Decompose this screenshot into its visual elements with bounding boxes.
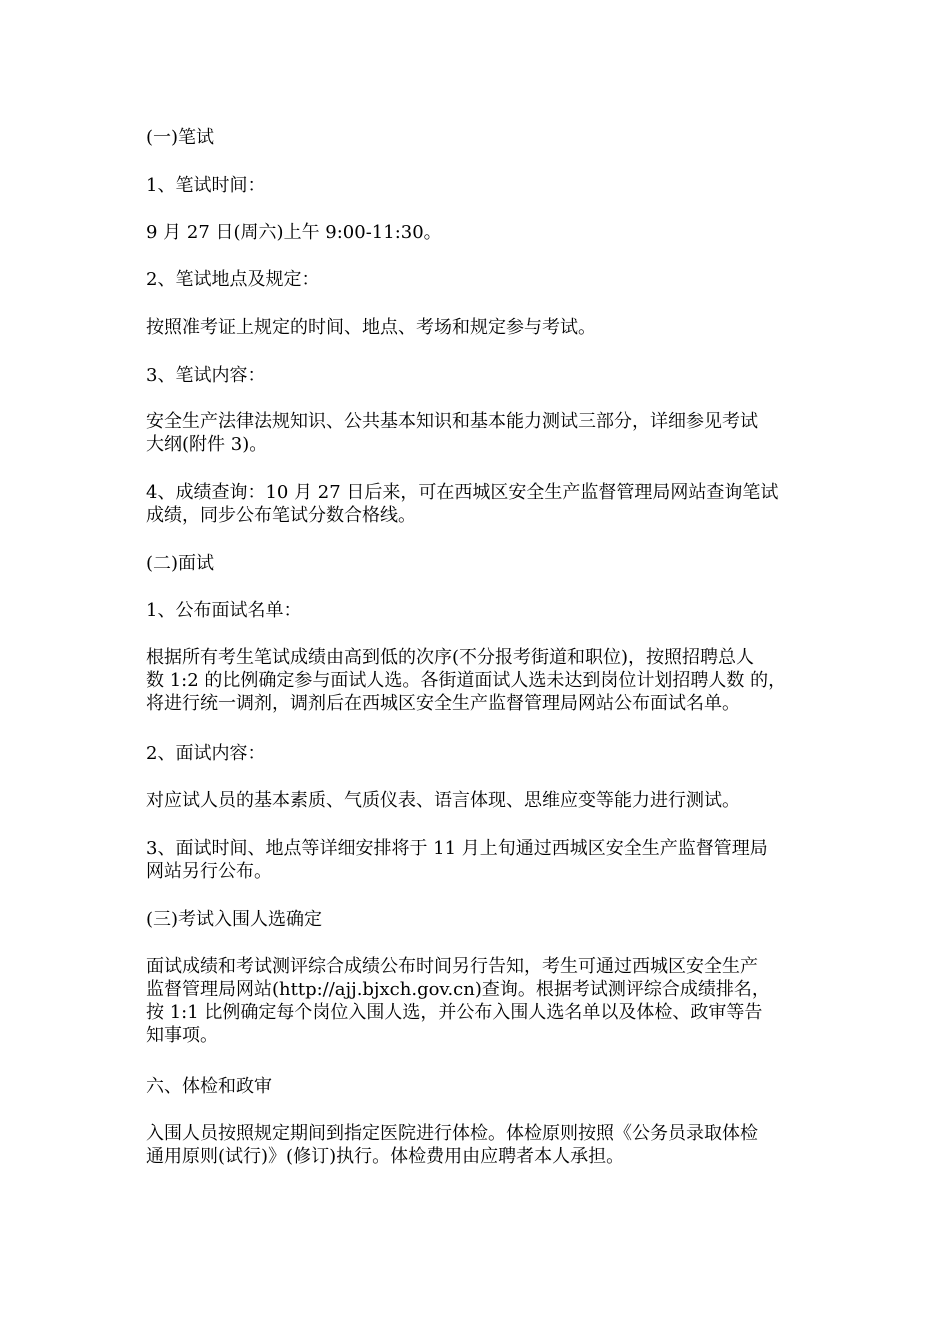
medical-exam-text	[146, 1122, 811, 1168]
text-line: 大纲(附件 3)。	[146, 434, 268, 455]
text-line: 3、面试时间、地点等详细安排将于 11 月上旬通过西城区安全生产监督管理局	[146, 838, 768, 859]
heading-finalists	[146, 908, 811, 931]
interview-schedule-text	[146, 837, 811, 883]
item-interview-content-label	[146, 742, 811, 765]
text-line: 数 1:2 的比例确定参与面试人选。各街道面试人选未达到岗位计划招聘人数 的，	[146, 670, 787, 691]
text-line: 面试成绩和考试测评综合成绩公布时间另行告知，考生可通过西城区安全生产	[146, 956, 758, 977]
interview-content-text	[146, 789, 811, 812]
heading-written-exam	[146, 126, 811, 149]
text-line: 2、笔试地点及规定：	[146, 269, 320, 290]
text-line: 1、笔试时间：	[146, 175, 266, 196]
text-line: 将进行统一调剂，调剂后在西城区安全生产监督管理局网站公布面试名单。	[146, 693, 740, 714]
heading-interview	[146, 552, 811, 575]
text-line: 按照准考证上规定的时间、地点、考场和规定参与考试。	[146, 317, 596, 338]
heading-medical-political-review	[146, 1075, 811, 1098]
exam-time-value	[146, 221, 811, 244]
text-line: 4、成绩查询：10 月 27 日后来，可在西城区安全生产监督管理局网站查询笔试	[146, 482, 779, 503]
item-interview-list-label	[146, 599, 811, 622]
exam-content-text	[146, 410, 811, 456]
text-line: (一)笔试	[146, 127, 215, 148]
item-exam-content-label	[146, 364, 811, 387]
item-exam-time-label	[146, 174, 811, 197]
text-line: 六、体检和政审	[146, 1076, 272, 1097]
text-line: 安全生产法律法规知识、公共基本知识和基本能力测试三部分，详细参见考试	[146, 411, 758, 432]
text-line: 成绩，同步公布笔试分数合格线。	[146, 505, 416, 526]
text-line: 网站另行公布。	[146, 861, 272, 882]
text-line: 1、公布面试名单：	[146, 600, 302, 621]
exam-location-text	[146, 316, 811, 339]
text-line: 根据所有考生笔试成绩由高到低的次序(不分报考街道和职位)，按照招聘总人	[146, 647, 755, 668]
text-line: (二)面试	[146, 553, 215, 574]
score-query-text	[146, 481, 811, 527]
text-line: 9 月 27 日(周六)上午 9:00-11:30。	[146, 222, 442, 243]
item-exam-location-label	[146, 268, 811, 291]
finalists-text	[146, 955, 811, 1047]
interview-list-text	[146, 646, 811, 715]
text-line: 知事项。	[146, 1025, 218, 1046]
text-line: 监督管理局网站(http://ajj.bjxch.gov.cn)查询。根据考试测评综合成绩排名，	[146, 979, 770, 1000]
text-line: 入围人员按照规定期间到指定医院进行体检。体检原则按照《公务员录取体检	[146, 1123, 758, 1144]
text-line: (三)考试入围人选确定	[146, 909, 323, 930]
text-line: 2、面试内容：	[146, 743, 266, 764]
text-line: 通用原则(试行)》(修订)执行。体检费用由应聘者本人承担。	[146, 1146, 625, 1167]
text-line: 对应试人员的基本素质、气质仪表、语言体现、思维应变等能力进行测试。	[146, 790, 740, 811]
text-line: 3、笔试内容：	[146, 365, 266, 386]
text-line: 按 1:1 比例确定每个岗位入围人选，并公布入围人选名单以及体检、政审等告	[146, 1002, 763, 1023]
